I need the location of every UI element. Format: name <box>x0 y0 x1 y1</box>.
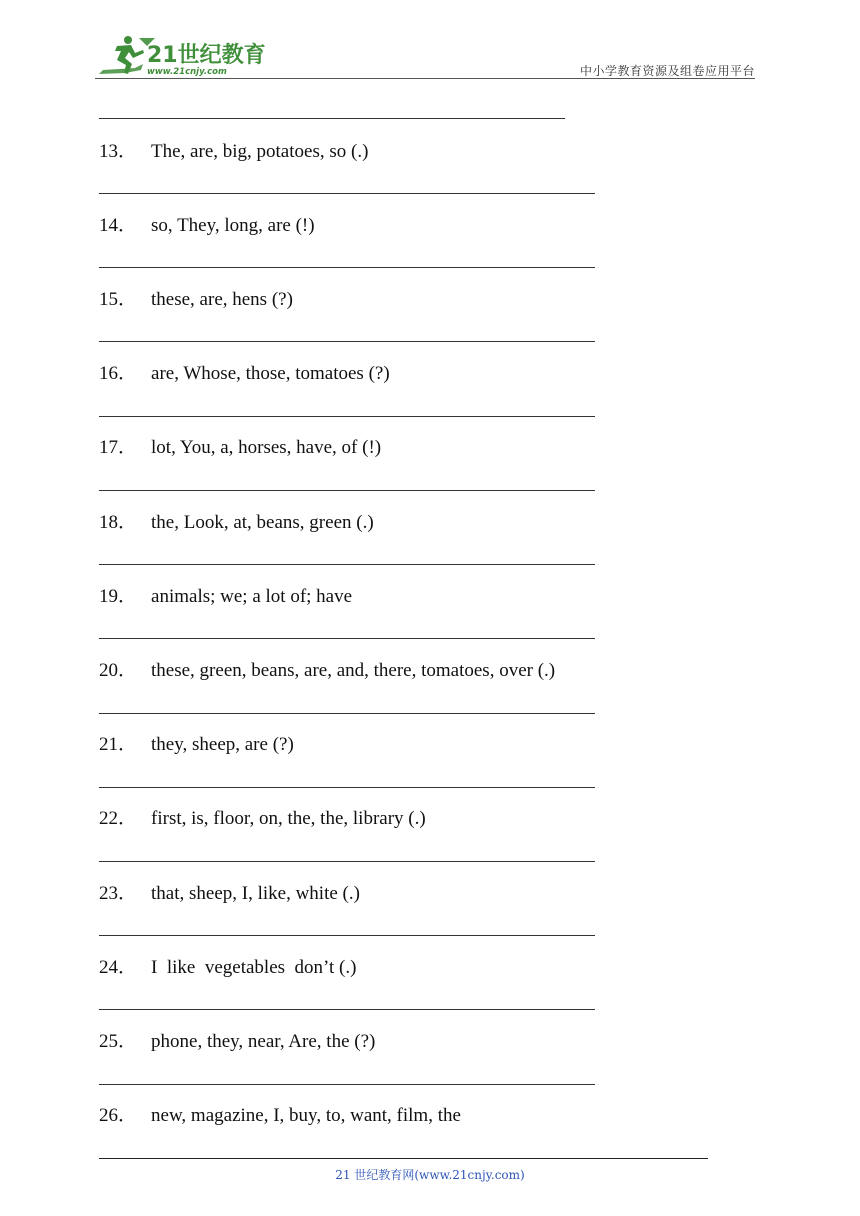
question-item <box>99 136 368 163</box>
question-item <box>99 878 360 905</box>
question-number: 23． <box>99 883 138 904</box>
question-number: 24． <box>99 957 138 978</box>
question-item <box>99 284 293 311</box>
question-number: 13． <box>99 141 138 162</box>
platform-caption: 中小学教育资源及组卷应用平台 <box>579 64 755 78</box>
question-item <box>99 581 352 608</box>
answer-line <box>99 1084 595 1085</box>
logo-wordmark: 21世纪教育 <box>147 43 266 68</box>
logo-url: www.21cnjy.com <box>147 67 227 77</box>
question-number: 18． <box>99 512 138 533</box>
question-words: new, magazine, I, buy, to, want, film, the <box>151 1105 461 1126</box>
answer-line <box>99 490 595 491</box>
question-number: 20． <box>99 660 138 681</box>
question-item <box>99 432 381 459</box>
answer-line <box>99 861 595 862</box>
question-number: 26． <box>99 1105 138 1126</box>
footer-divider <box>99 1158 708 1159</box>
question-number: 25． <box>99 1031 138 1052</box>
answer-line <box>99 267 595 268</box>
question-item <box>99 729 294 756</box>
question-item <box>99 803 426 830</box>
footer-site-link[interactable]: 21 世纪教育网(www.21cnjy.com) <box>335 1168 525 1182</box>
question-words: they, sheep, are (?) <box>151 734 294 755</box>
question-words: first, is, floor, on, the, the, library (.) <box>151 808 426 829</box>
question-item <box>99 952 356 979</box>
question-words: animals; we; a lot of; have <box>151 586 353 607</box>
question-words: The, are, big, potatoes, so (.) <box>151 141 369 162</box>
answer-line <box>99 341 595 342</box>
question-item <box>99 1100 461 1127</box>
answer-line <box>99 416 595 417</box>
question-number: 16． <box>99 363 138 384</box>
question-words: I like vegetables don’t (.) <box>151 957 357 978</box>
question-words: that, sheep, I, like, white (.) <box>151 883 360 904</box>
answer-line <box>99 193 595 194</box>
answer-line <box>99 787 595 788</box>
question-words: lot, You, a, horses, have, of (!) <box>151 437 382 458</box>
answer-line <box>99 1009 595 1010</box>
question-words: these, green, beans, are, and, there, tomatoes, over (.) <box>151 660 556 681</box>
question-number: 21． <box>99 734 138 755</box>
answer-line <box>99 564 595 565</box>
question-item <box>99 655 555 682</box>
question-words: are, Whose, those, tomatoes (?) <box>151 363 390 384</box>
question-item <box>99 358 390 385</box>
question-number: 19． <box>99 586 138 607</box>
answer-line <box>99 935 595 936</box>
question-item <box>99 1026 375 1053</box>
question-item <box>99 210 315 237</box>
question-words: so, They, long, are (!) <box>151 215 315 236</box>
question-words: phone, they, near, Are, the (?) <box>151 1031 376 1052</box>
answer-line <box>99 713 595 714</box>
question-number: 14． <box>99 215 138 236</box>
question-item <box>99 507 374 534</box>
answer-line <box>99 638 595 639</box>
question-words: these, are, hens (?) <box>151 289 293 310</box>
question-number: 17． <box>99 437 138 458</box>
question-number: 22． <box>99 808 138 829</box>
question-words: the, Look, at, beans, green (.) <box>151 512 374 533</box>
question-number: 15． <box>99 289 138 310</box>
